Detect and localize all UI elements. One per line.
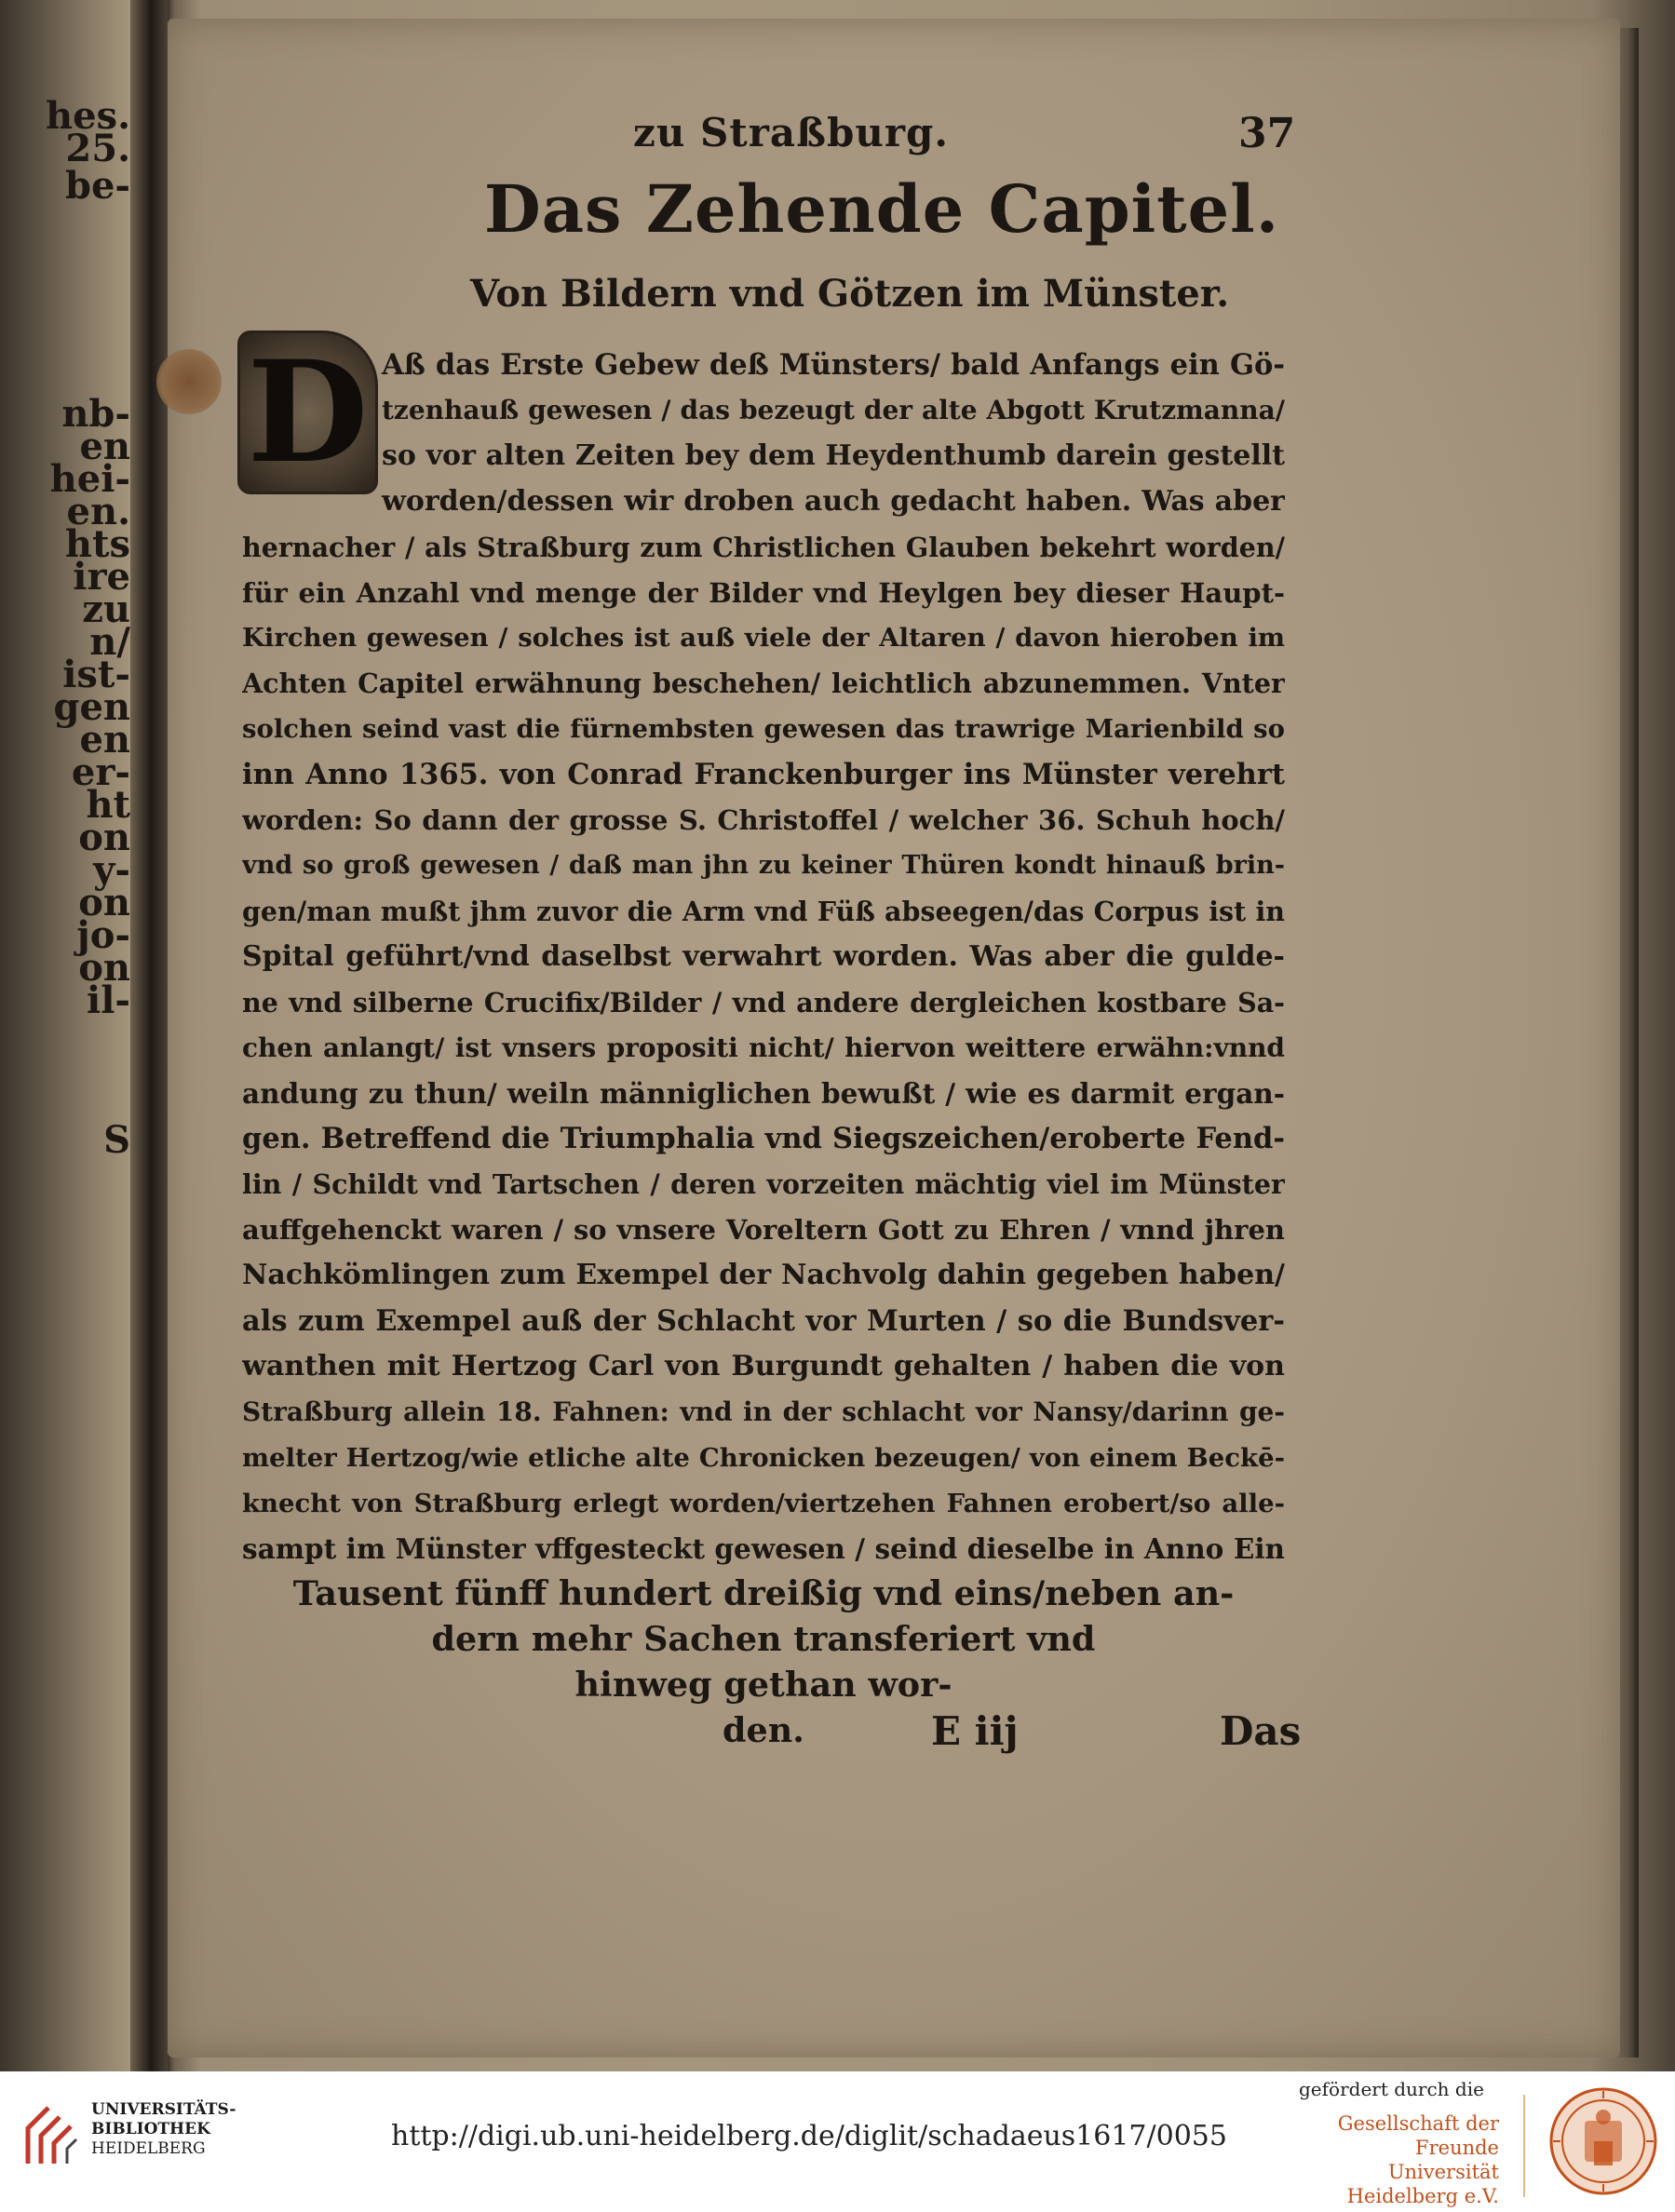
left-page-fragment: 25.: [65, 127, 130, 170]
society-line-1: Gesellschaft der Freunde: [1337, 2112, 1499, 2159]
library-line-2: BIBLIOTHEK: [91, 2120, 210, 2138]
text-line: chen anlangt/ ist vnsers propositi nicht/ hiervon weittere erwähn:vnnd: [242, 1032, 1285, 1063]
permalink-url[interactable]: http://digi.ub.uni-heidelberg.de/diglit/schadaeus1617/0055: [391, 2120, 1227, 2152]
left-page-fragment: ire: [73, 555, 130, 599]
left-page-fragment: on: [78, 881, 130, 924]
library-name: [91, 2100, 236, 2159]
text-line: worden: So dann der grosse S. Christoffel / welcher 36. Schuh hoch/: [242, 804, 1285, 837]
library-line-3: HEIDELBERG: [91, 2139, 206, 2158]
chapter-title: Das Zehende Capitel.: [484, 170, 1280, 248]
left-page-fragment: en: [79, 718, 130, 762]
paper-stain: [156, 349, 222, 414]
text-line: gen. Betreffend die Triumphalia vnd Siegszeichen/eroberte Fend-: [242, 1122, 1285, 1156]
text-line: auffgehenckt waren / so vnsere Voreltern Gott zu Ehren / vnnd jhren: [242, 1214, 1285, 1247]
left-page-fragment: er-: [71, 750, 130, 794]
left-page-fragment: gen: [53, 685, 130, 729]
text-line: sampt im Münster vffgesteckt gewesen / seind dieselbe in Anno Ein: [242, 1531, 1285, 1565]
text-line: melter Hertzog/wie etliche alte Chronicken bezeugen/ von einem Beckē-: [242, 1442, 1285, 1473]
left-page-fragment: y-: [93, 848, 130, 892]
book-gutter: [130, 0, 168, 2071]
text-line: Tausent fünff hundert dreißig vnd eins/neben an-: [292, 1573, 1235, 1614]
text-line: gen/man mußt jhm zuvor die Arm vnd Füß abseegen/das Corpus ist in: [242, 895, 1285, 927]
left-page-fragment: nb-: [61, 392, 130, 436]
text-line: Aß das Erste Gebew deß Münsters/ bald Anfangs ein Gö-: [382, 348, 1285, 382]
left-page-fragment: hes.: [46, 94, 130, 138]
society-line-2: Universität Heidelberg e.V.: [1346, 2161, 1499, 2207]
left-page-fragment: jo-: [76, 913, 130, 957]
left-page-fragment: il-: [87, 978, 130, 1022]
left-page-fragment: en.: [66, 490, 130, 533]
society-name: [1304, 2111, 1499, 2208]
left-page-fragment: zu: [82, 587, 130, 631]
text-line: knecht von Straßburg erlegt worden/viertzehen Fahnen erobert/so alle-: [242, 1488, 1285, 1518]
left-page-fragment: ht: [86, 783, 130, 827]
library-line-1: UNIVERSITÄTS-: [91, 2100, 236, 2119]
footer-divider: [1523, 2095, 1525, 2197]
page-number: 37: [1238, 110, 1296, 157]
library-logo-icon: [20, 2102, 82, 2169]
chapter-subtitle: Von Bildern vnd Götzen im Münster.: [470, 272, 1230, 316]
left-page-fragment: S: [103, 1118, 130, 1162]
left-page-fragment: on: [78, 816, 130, 859]
left-page-fragment: hts: [64, 522, 130, 566]
text-line: wanthen mit Hertzog Carl von Burgundt gehalten / haben die von: [242, 1349, 1285, 1382]
left-page-fragment: hei-: [49, 457, 130, 501]
decorated-initial: D: [237, 330, 378, 494]
text-line: Kirchen gewesen / solches ist auß viele der Altaren / davon hieroben im: [242, 623, 1285, 654]
signature-mark: E iij: [931, 1708, 1019, 1754]
text-line: vnd so groß gewesen / daß man jhn zu keiner Thüren kondt hinauß brin-: [242, 850, 1285, 880]
university-seal-icon: [1547, 2085, 1659, 2197]
left-page-fragment: en: [79, 425, 130, 468]
text-line: als zum Exempel auß der Schlacht vor Murten / so die Bundsver-: [242, 1304, 1285, 1339]
text-line: solchen seind vast die fürnembsten gewesen das trawrige Marienbild so: [242, 714, 1285, 745]
catchword: Das: [1220, 1708, 1302, 1754]
body-text: [242, 343, 1285, 1754]
funded-by-label: gefördert durch die: [1299, 2078, 1484, 2100]
text-line: andung zu thun/ weiln männiglichen bewußt / wie es darmit ergan-: [242, 1076, 1285, 1110]
left-page-fragment: be-: [64, 164, 130, 208]
text-line: Spital geführt/vnd daselbst verwahrt worden. Was aber die gulde-: [242, 939, 1285, 973]
text-line: so vor alten Zeiten bey dem Heydenthumb darein gestellt: [382, 438, 1285, 472]
text-line: worden/dessen wir droben auch gedacht haben. Was aber: [382, 484, 1285, 518]
text-line: Straßburg allein 18. Fahnen: vnd in der schlacht vor Nansy/darinn ge-: [242, 1396, 1285, 1427]
text-line: inn Anno 1365. von Conrad Franckenburger ins Münster verehrt: [242, 758, 1285, 792]
text-line: lin / Schildt vnd Tartschen / deren vorzeiten mächtig viel im Münster: [242, 1168, 1285, 1201]
left-page-fragment: on: [78, 946, 130, 990]
left-page-fragment: ist-: [62, 653, 130, 696]
text-line: Nachkömlingen zum Exempel der Nachvolg dahin gegeben haben/: [242, 1259, 1285, 1292]
text-line: hernacher / als Straßburg zum Christlichen Glauben bekehrt worden/: [242, 531, 1285, 563]
text-line: hinweg gethan wor-: [574, 1665, 952, 1706]
text-line: den.: [723, 1710, 804, 1751]
text-line: Achten Capitel erwähnung beschehen/ leichtlich abzunemmen. Vnter: [242, 668, 1285, 700]
text-line: tzenhauß gewesen / das bezeugt der alte Abgott Krutzmanna/: [382, 394, 1285, 425]
running-head: zu Straßburg.: [633, 110, 950, 155]
text-line: ne vnd silberne Crucifix/Bilder / vnd andere dergleichen kostbare Sa-: [242, 986, 1285, 1018]
text-line: für ein Anzahl vnd menge der Bilder vnd Heylgen bey dieser Haupt-: [242, 576, 1285, 609]
text-line: dern mehr Sachen transferiert vnd: [431, 1619, 1096, 1660]
left-page-fragment: n/: [89, 620, 130, 664]
